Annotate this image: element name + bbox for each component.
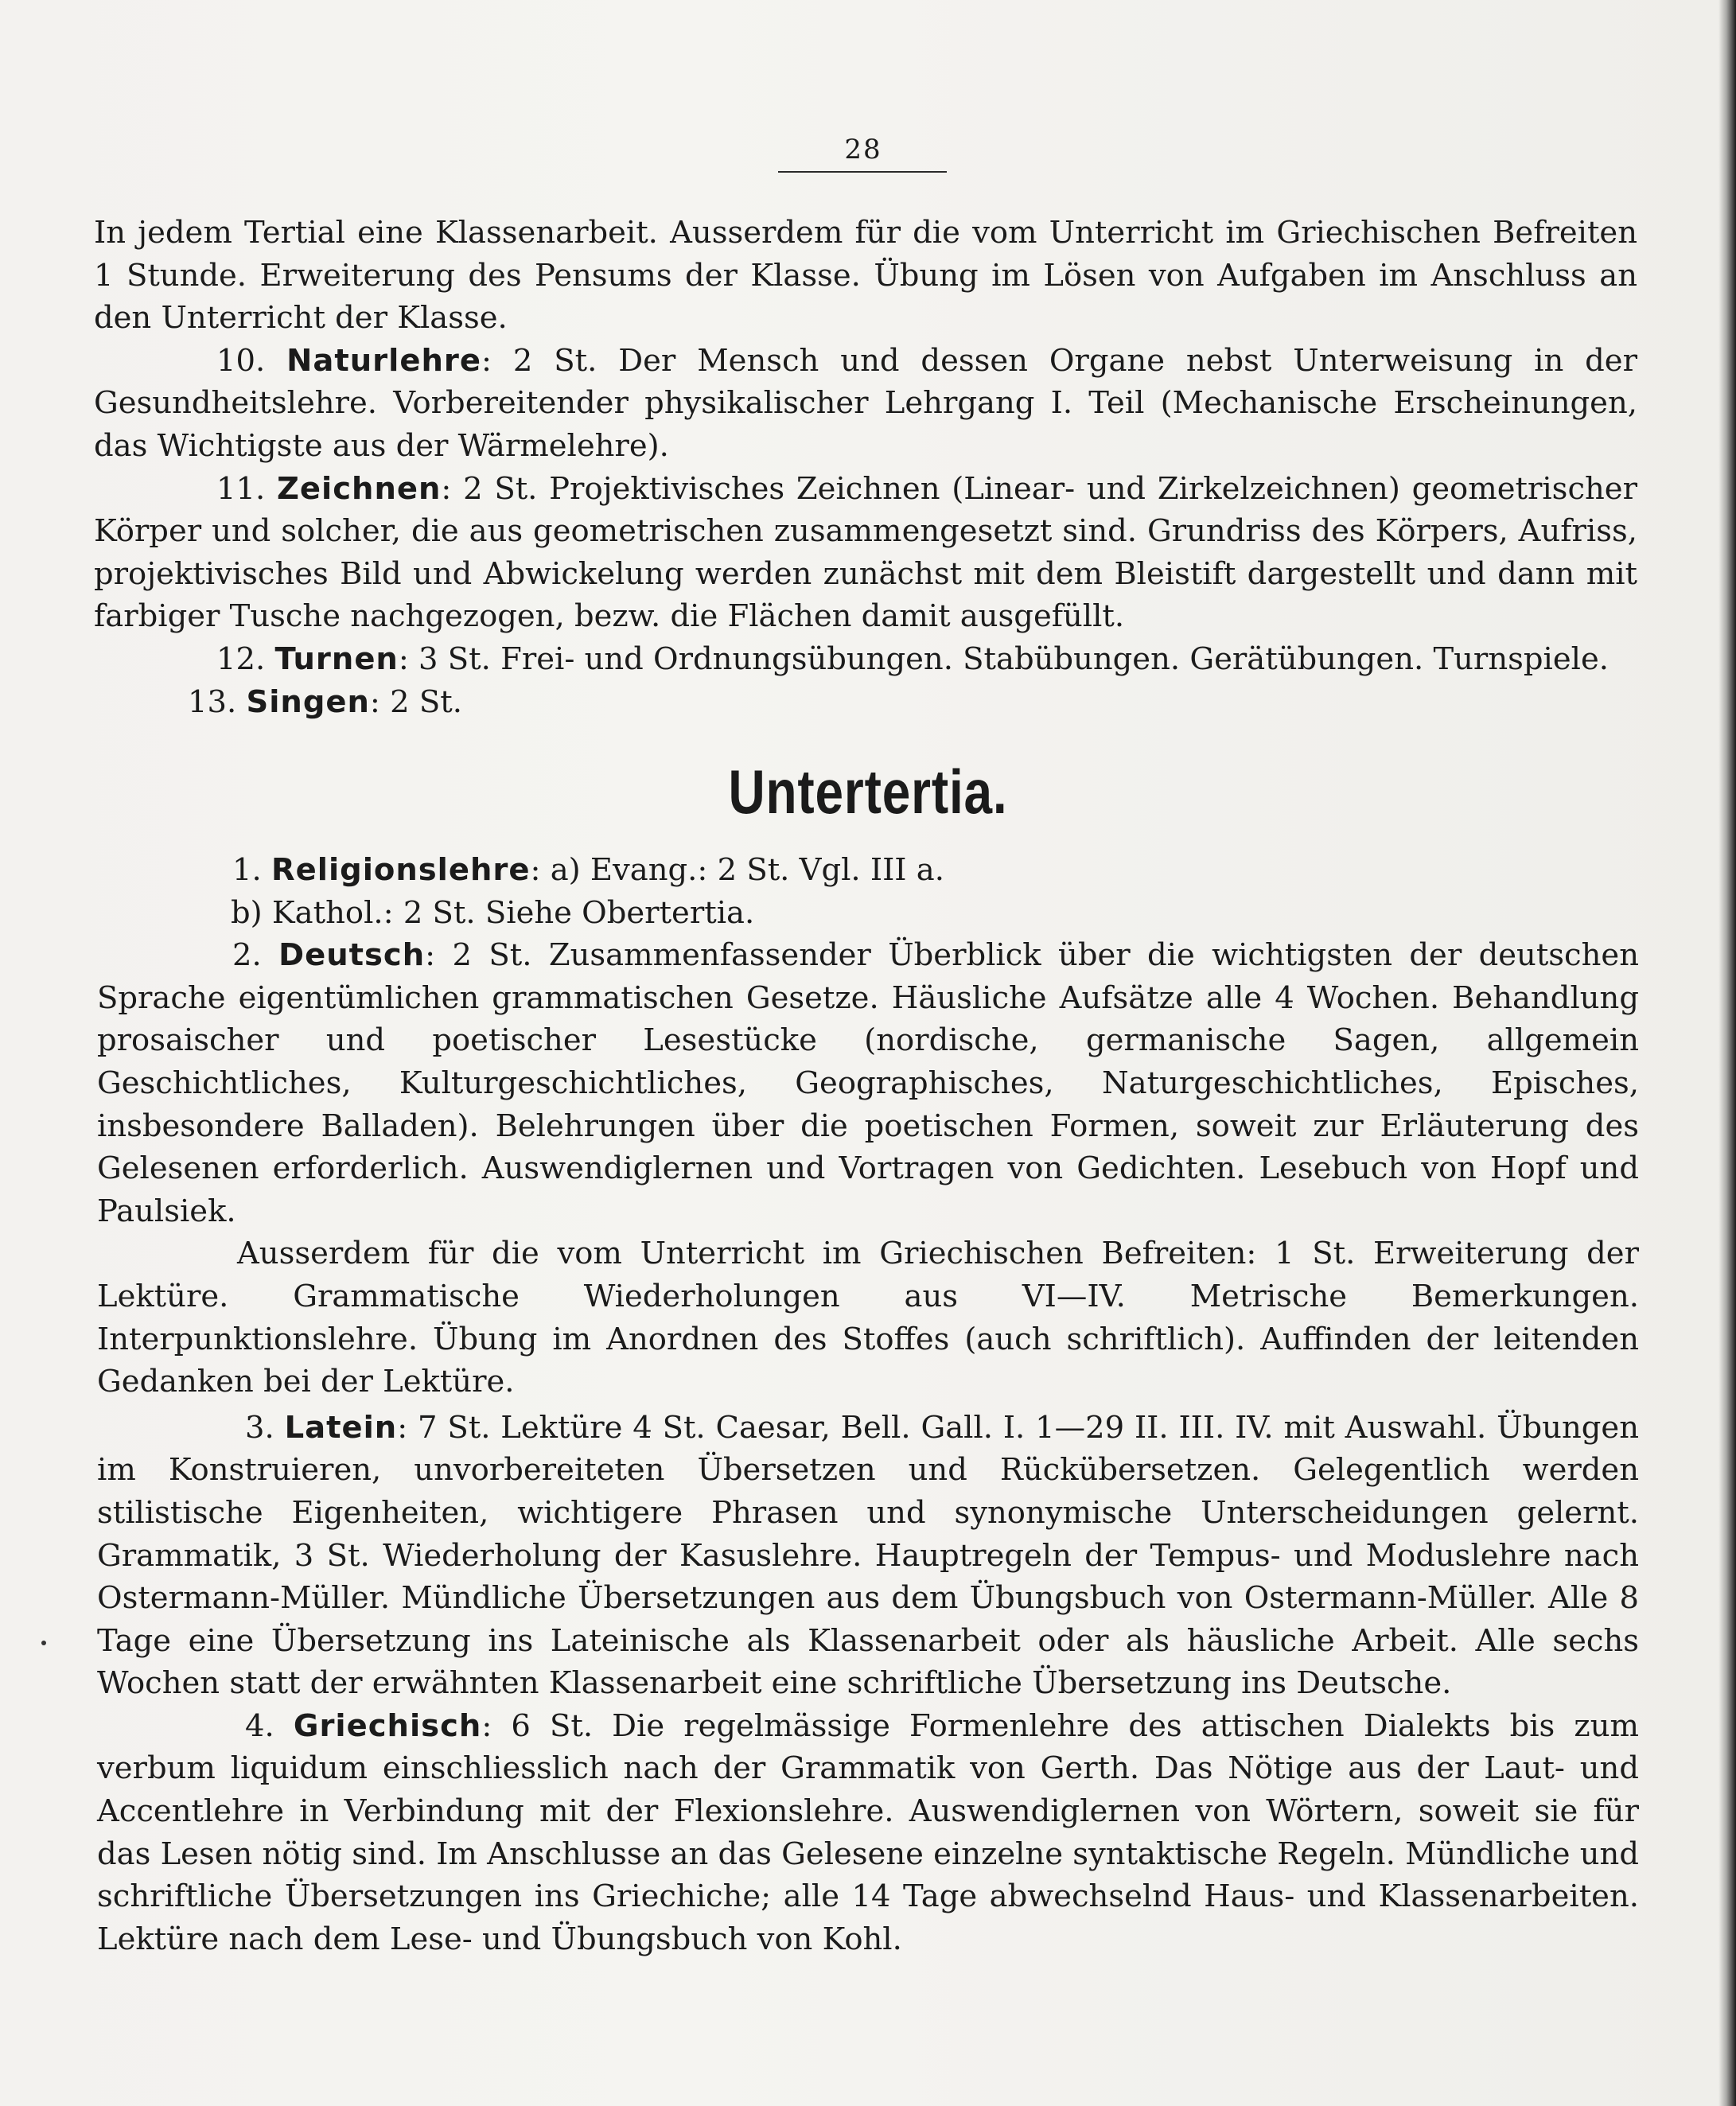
speck-mark: [41, 1641, 46, 1645]
item-zeichnen: [94, 468, 1637, 638]
page-edge-shadow: [1718, 0, 1736, 2106]
item-naturlehre: [94, 340, 1637, 468]
subject-heading: Deutsch: [278, 937, 426, 974]
item-body: b) Kathol.: 2 St. Siehe Obertertia.: [231, 894, 755, 931]
item-body: : 2 St.: [369, 683, 462, 720]
header-rule: [778, 171, 947, 173]
item-body: : 2 St. Zusammenfassender Überblick über die wichtigsten der deutschen Sprache eigentümlichen grammatischen Gesetze. Häusliche Aufsätze alle 4 Wochen. Behandlung prosaischer und poetischer Lesestücke (nordische, germanische Sagen, allgemein Geschichtliches, Kulturgeschichtliches, Geographisches, Naturgeschichtliches, Episches, insbesondere Balladen). Belehrungen über die poetischen Formen, soweit zur Erläuterung des Gelesenen erforderlich. Auswendiglernen und Vortragen von Gedichten. Lesebuch von Hopf und Paulsiek.: [97, 937, 1639, 1229]
page-number: 28: [844, 134, 882, 165]
item-number: 1.: [232, 852, 262, 888]
item-number: 13.: [188, 683, 237, 720]
item-singen: [94, 681, 1637, 724]
item-number: 2.: [232, 937, 262, 974]
item-latein: [97, 1407, 1639, 1705]
item-body: : a) Evang.: 2 St. Vgl. III a.: [530, 852, 944, 888]
subject-heading: Singen: [246, 683, 370, 720]
item-body: : 2 St. Der Mensch und dessen Organe nebst Unterweisung in der Gesundheitslehre. Vorbereitender physikalischer Lehrgang I. Teil (Mechanische Erscheinungen, das Wichtigste aus der Wärmelehre).: [94, 342, 1637, 464]
intro-paragraph: In jedem Tertial eine Klassenarbeit. Ausserdem für die vom Unterricht im Griechischen Befreiten 1 Stunde. Erweiterung des Pensums der Klasse. Übung im Lösen von Aufgaben im Anschluss an den Unterricht der Klasse.: [94, 215, 1637, 337]
item-body: : 6 St. Die regelmässige Formenlehre des attischen Dialekts bis zum verbum liquidum einschliesslich nach der Grammatik von Gerth. Das Nötige aus der Laut- und Accentlehre in Verbindung mit der Flexionslehre. Auswendiglernen von Wörtern, soweit sie für das Lesen nötig sind. Im Anschlusse an das Gelesene einzelne syntaktische Regeln. Mündliche und schriftliche Übersetzungen ins Griechiche; alle 14 Tage abwechselnd Haus- und Klassenarbeiten. Lektüre nach dem Lese- und Übungsbuch von Kohl.: [97, 1707, 1639, 1957]
item-deutsch: [97, 934, 1639, 1232]
item-griechisch: [97, 1705, 1639, 1961]
item-body: : 7 St. Lektüre 4 St. Caesar, Bell. Gall. I. 1—29 II. III. IV. mit Auswahl. Übungen im Konstruieren, unvorbereiteten Übersetzen und Rückübersetzen. Gelegentlich werden stilistische Eigenheiten, wichtigere Phrasen und synonymische Unterscheidungen gelernt. Grammatik, 3 St. Wiederholung der Kasuslehre. Hauptregeln der Tempus- und Moduslehre nach Ostermann-Müller. Mündliche Übersetzungen aus dem Übungsbuch von Ostermann-Müller. Alle 8 Tage eine Übersetzung ins Lateinische als Klassenarbeit oder als häusliche Arbeit. Alle sechs Wochen statt der erwähnten Klassenarbeit eine schriftliche Übersetzung ins Deutsche.: [97, 1409, 1639, 1702]
subject-heading: Latein: [284, 1409, 398, 1446]
subject-heading: Turnen: [274, 640, 399, 677]
item-body: : 3 St. Frei- und Ordnungsübungen. Stabübungen. Gerätübungen. Turnspiele.: [398, 640, 1609, 677]
item-number: 11.: [216, 470, 266, 507]
item-turnen: [94, 638, 1637, 681]
untertertia-block: [97, 849, 1639, 1960]
item-number: 10.: [216, 342, 266, 379]
subject-heading: Religionslehre: [271, 852, 531, 888]
subject-heading: Zeichnen: [276, 470, 442, 507]
item-body: : 2 St. Projektivisches Zeichnen (Linear- und Zirkelzeichnen) geometrischer Körper und solcher, die aus geometrischen zusammengesetzt sind. Grundriss des Körpers, Aufriss, projektivisches Bild und Abwickelung werden zunächst mit dem Bleistift dargestellt und dann mit farbiger Tusche nachgezogen, bezw. die Flächen damit ausgefüllt.: [94, 470, 1637, 635]
item-religionslehre-b: [97, 892, 1639, 935]
subject-heading: Naturlehre: [286, 342, 481, 379]
obertertia-block: [94, 212, 1637, 723]
item-number: 3.: [245, 1409, 274, 1446]
section-title: Untertertia.: [728, 757, 1008, 827]
item-number: 12.: [216, 640, 266, 677]
item-number: 4.: [245, 1707, 274, 1744]
subject-heading: Griechisch: [293, 1707, 482, 1744]
item-deutsch-extra: Ausserdem für die vom Unterricht im Griechischen Befreiten: 1 St. Erweiterung der Lektüre. Grammatische Wiederholungen aus VI—IV. Metrische Bemerkungen. Interpunktionslehre. Übung im Anordnen des Stoffes (auch schriftlich). Auffinden der leitenden Gedanken bei der Lektüre.: [97, 1236, 1639, 1400]
item-religionslehre: [97, 849, 1639, 892]
